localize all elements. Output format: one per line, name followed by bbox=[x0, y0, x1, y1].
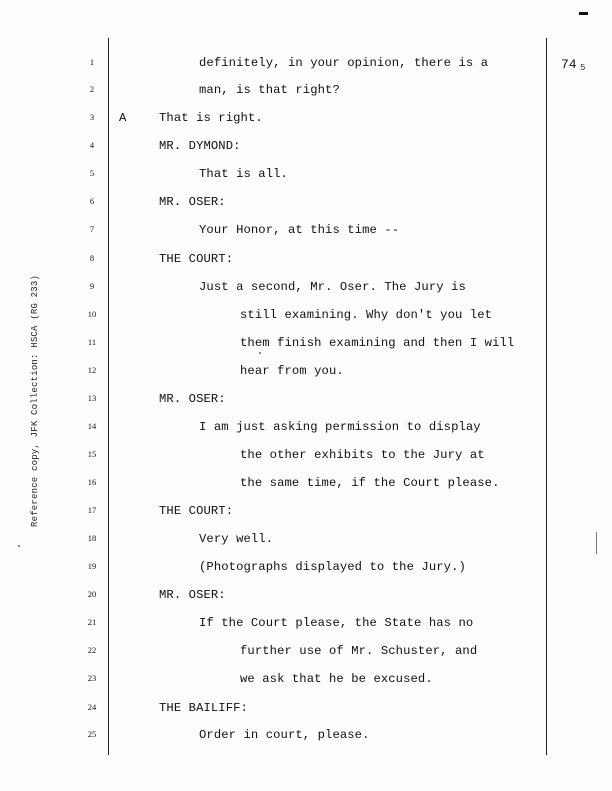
transcript-line: still examining. Why don't you let bbox=[240, 308, 493, 322]
transcript-line: further use of Mr. Schuster, and bbox=[240, 644, 478, 658]
transcript-line: THE COURT: bbox=[159, 252, 234, 266]
transcript-line: the other exhibits to the Jury at bbox=[240, 448, 485, 462]
line-number: 19 bbox=[87, 561, 97, 571]
line-number: 17 bbox=[87, 505, 97, 515]
transcript-line: I am just asking permission to display bbox=[199, 420, 481, 434]
transcript-line: That is right. bbox=[159, 111, 263, 125]
line-number: 22 bbox=[87, 645, 97, 655]
transcript-line: MR. OSER: bbox=[159, 588, 226, 602]
transcript-line: MR. DYMOND: bbox=[159, 139, 241, 153]
top-edge-mark bbox=[579, 12, 588, 15]
transcript-line: definitely, in your opinion, there is a bbox=[199, 56, 489, 70]
line-number: 13 bbox=[87, 393, 97, 403]
line-number: 14 bbox=[87, 421, 97, 431]
transcript-line: the same time, if the Court please. bbox=[240, 476, 500, 490]
transcript-line: Very well. bbox=[199, 532, 274, 546]
line-number: 12 bbox=[87, 365, 97, 375]
transcript-line: man, is that right? bbox=[199, 83, 340, 97]
line-number: 10 bbox=[87, 309, 97, 319]
line-number: 23 bbox=[87, 673, 97, 683]
scan-speck bbox=[18, 545, 20, 547]
line-number: 1 bbox=[89, 57, 95, 67]
line-number: 16 bbox=[87, 477, 97, 487]
transcript-line: hear from you. bbox=[240, 364, 344, 378]
transcript-line: Your Honor, at this time -- bbox=[199, 223, 400, 237]
transcript-line: That is all. bbox=[199, 167, 288, 181]
answer-marker: A bbox=[119, 111, 127, 125]
line-number: 24 bbox=[87, 702, 97, 712]
archive-reference-stamp: Reference copy, JFK Collection: HSCA (RG 233) bbox=[30, 274, 40, 527]
line-number: 7 bbox=[89, 224, 95, 234]
line-number: 20 bbox=[87, 589, 97, 599]
transcript-line: them finish examining and then I will bbox=[240, 336, 515, 350]
line-number: 5 bbox=[89, 168, 95, 178]
line-number: 4 bbox=[89, 140, 95, 150]
transcript-line: Order in court, please. bbox=[199, 728, 370, 742]
transcript-line: we ask that he be excused. bbox=[240, 672, 433, 686]
line-number: 25 bbox=[87, 729, 97, 739]
line-number: 9 bbox=[89, 281, 95, 291]
line-number: 18 bbox=[87, 533, 97, 543]
transcript-line: MR. OSER: bbox=[159, 392, 226, 406]
line-number: 21 bbox=[87, 617, 97, 627]
line-number: 2 bbox=[89, 84, 95, 94]
transcript-line: THE COURT: bbox=[159, 504, 234, 518]
line-number: 3 bbox=[89, 112, 95, 122]
page-number: 74 bbox=[561, 57, 577, 72]
line-number: 8 bbox=[89, 253, 95, 263]
page-number-mark: 5 bbox=[580, 63, 586, 73]
transcript-line: MR. OSER: bbox=[159, 195, 226, 209]
scan-speck bbox=[259, 352, 261, 354]
transcript-line: THE BAILIFF: bbox=[159, 701, 248, 715]
transcript-line: (Photographs displayed to the Jury.) bbox=[199, 560, 466, 574]
right-margin-mark bbox=[596, 532, 597, 554]
transcript-line: If the Court please, the State has no bbox=[199, 616, 474, 630]
line-number: 11 bbox=[87, 337, 97, 347]
line-number: 15 bbox=[87, 449, 97, 459]
line-number: 6 bbox=[89, 196, 95, 206]
transcript-line: Just a second, Mr. Oser. The Jury is bbox=[199, 280, 466, 294]
